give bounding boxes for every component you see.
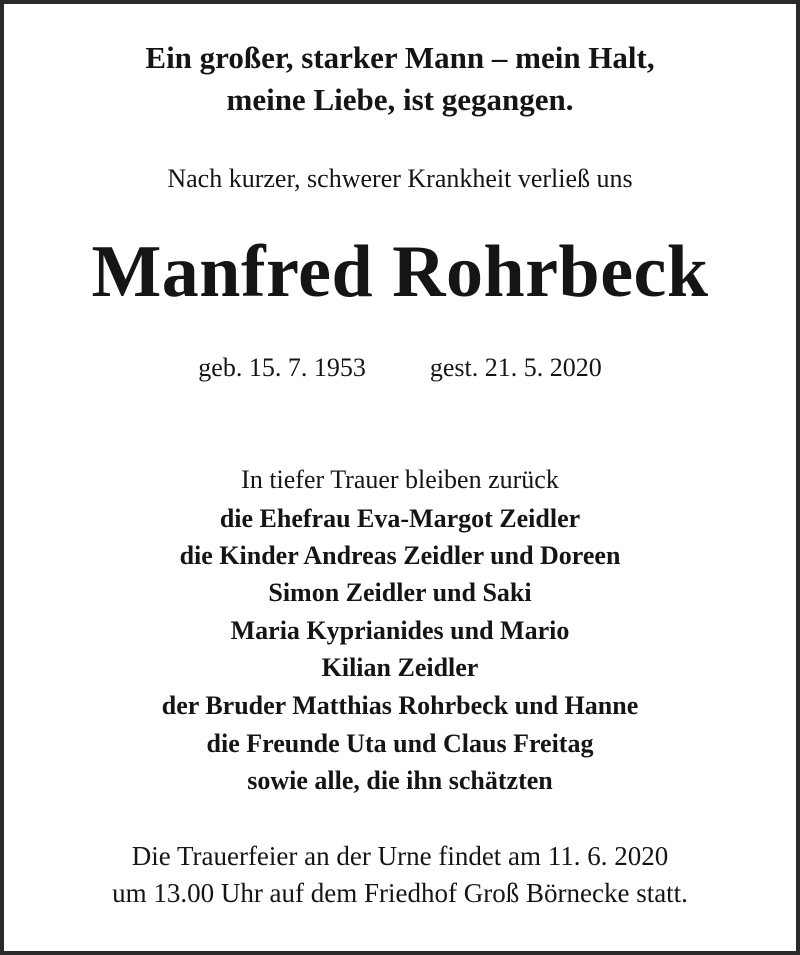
service-line-2: um 13.00 Uhr auf dem Friedhof Groß Börnecke statt.: [112, 878, 688, 908]
intro-text: Nach kurzer, schwerer Krankheit verließ uns: [167, 164, 633, 193]
mourner-line: die Freunde Uta und Claus Freitag: [206, 729, 594, 758]
service-line-1: Die Trauerfeier an der Urne findet am 11. 6. 2020: [131, 841, 669, 871]
mourner-line: sowie alle, die ihn schätzten: [247, 766, 553, 795]
mourner-line: die Ehefrau Eva-Margot Zeidler: [219, 504, 581, 533]
mourners-intro: In tiefer Trauer bleiben zurück: [241, 465, 559, 494]
mourner-line: Kilian Zeidler: [321, 653, 479, 682]
mourner-line: Simon Zeidler und Saki: [268, 578, 532, 607]
deceased-name: Manfred Rohrbeck: [91, 231, 709, 313]
mourner-line: der Bruder Matthias Rohrbeck und Hanne: [161, 691, 639, 720]
mourner-line: Maria Kyprianides und Mario: [230, 616, 570, 645]
heading-line-1: Ein großer, starker Mann – mein Halt,: [145, 40, 655, 75]
heading-line-2: meine Liebe, ist gegangen.: [226, 82, 574, 117]
obituary-notice: [4, 4, 796, 951]
mourner-line: die Kinder Andreas Zeidler und Doreen: [179, 541, 621, 570]
birth-date: geb. 15. 7. 1953: [198, 353, 366, 382]
death-date: gest. 21. 5. 2020: [429, 353, 602, 382]
life-dates: [4, 353, 796, 383]
